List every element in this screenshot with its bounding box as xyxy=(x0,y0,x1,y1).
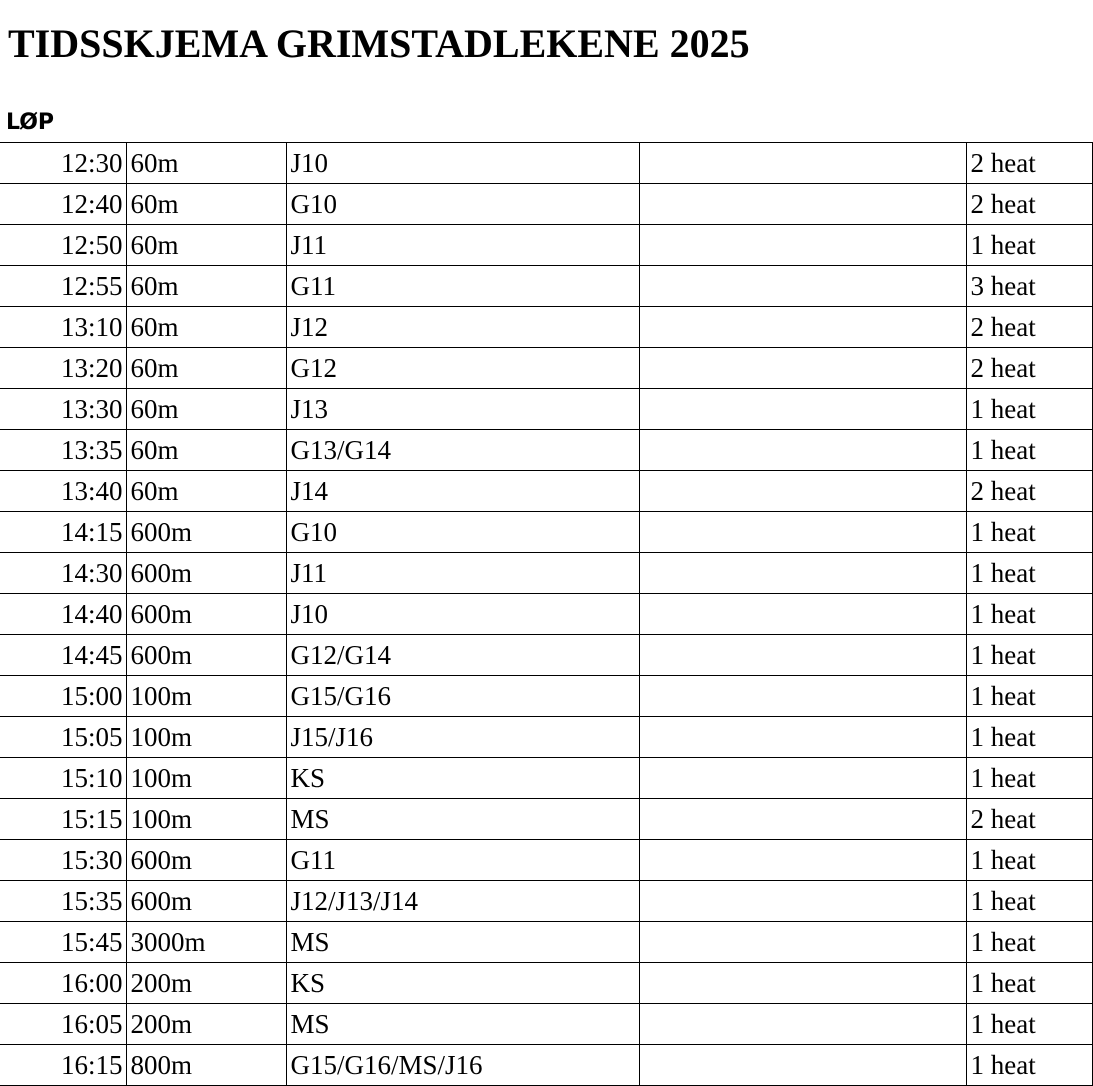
note-cell xyxy=(639,266,966,307)
class-cell: G12 xyxy=(286,348,639,389)
table-row xyxy=(0,266,1092,307)
heats-cell: 1 heat xyxy=(966,758,1092,799)
class-cell: G10 xyxy=(286,184,639,225)
heats-cell: 2 heat xyxy=(966,143,1092,184)
class-cell: J12 xyxy=(286,307,639,348)
event-cell: 600m xyxy=(126,594,286,635)
note-cell xyxy=(639,512,966,553)
class-cell: J11 xyxy=(286,225,639,266)
class-cell: J14 xyxy=(286,471,639,512)
event-cell: 60m xyxy=(126,225,286,266)
table-row xyxy=(0,881,1092,922)
table-row xyxy=(0,471,1092,512)
note-cell xyxy=(639,307,966,348)
time-cell: 13:10 xyxy=(0,307,126,348)
note-cell xyxy=(639,553,966,594)
time-cell: 14:30 xyxy=(0,553,126,594)
table-row xyxy=(0,1004,1092,1045)
class-cell: KS xyxy=(286,963,639,1004)
time-cell: 16:15 xyxy=(0,1045,126,1086)
event-cell: 60m xyxy=(126,307,286,348)
heats-cell: 1 heat xyxy=(966,594,1092,635)
schedule-table xyxy=(0,142,1093,1086)
heats-cell: 1 heat xyxy=(966,922,1092,963)
time-cell: 15:35 xyxy=(0,881,126,922)
note-cell xyxy=(639,225,966,266)
time-cell: 15:00 xyxy=(0,676,126,717)
note-cell xyxy=(639,635,966,676)
note-cell xyxy=(639,799,966,840)
event-cell: 600m xyxy=(126,840,286,881)
note-cell xyxy=(639,184,966,225)
note-cell xyxy=(639,963,966,1004)
table-row xyxy=(0,717,1092,758)
note-cell xyxy=(639,676,966,717)
time-cell: 12:30 xyxy=(0,143,126,184)
time-cell: 12:40 xyxy=(0,184,126,225)
time-cell: 13:20 xyxy=(0,348,126,389)
note-cell xyxy=(639,143,966,184)
table-row xyxy=(0,594,1092,635)
note-cell xyxy=(639,840,966,881)
time-cell: 15:05 xyxy=(0,717,126,758)
table-row xyxy=(0,512,1092,553)
event-cell: 200m xyxy=(126,1004,286,1045)
event-cell: 60m xyxy=(126,143,286,184)
event-cell: 60m xyxy=(126,389,286,430)
note-cell xyxy=(639,1045,966,1086)
class-cell: G10 xyxy=(286,512,639,553)
table-row xyxy=(0,635,1092,676)
time-cell: 16:05 xyxy=(0,1004,126,1045)
event-cell: 60m xyxy=(126,471,286,512)
heats-cell: 1 heat xyxy=(966,676,1092,717)
heats-cell: 3 heat xyxy=(966,266,1092,307)
note-cell xyxy=(639,348,966,389)
note-cell xyxy=(639,471,966,512)
note-cell xyxy=(639,389,966,430)
heats-cell: 1 heat xyxy=(966,881,1092,922)
table-row xyxy=(0,840,1092,881)
time-cell: 13:30 xyxy=(0,389,126,430)
time-cell: 14:45 xyxy=(0,635,126,676)
table-row xyxy=(0,553,1092,594)
heats-cell: 1 heat xyxy=(966,225,1092,266)
table-row xyxy=(0,963,1092,1004)
event-cell: 100m xyxy=(126,758,286,799)
table-row xyxy=(0,143,1092,184)
heats-cell: 2 heat xyxy=(966,799,1092,840)
class-cell: G13/G14 xyxy=(286,430,639,471)
table-row xyxy=(0,430,1092,471)
event-cell: 60m xyxy=(126,430,286,471)
table-row xyxy=(0,389,1092,430)
table-row xyxy=(0,922,1092,963)
event-cell: 60m xyxy=(126,266,286,307)
event-cell: 100m xyxy=(126,799,286,840)
page-title: TIDSSKJEMA GRIMSTADLEKENE 2025 xyxy=(8,21,750,66)
class-cell: J12/J13/J14 xyxy=(286,881,639,922)
table-row xyxy=(0,348,1092,389)
heats-cell: 2 heat xyxy=(966,184,1092,225)
time-cell: 15:30 xyxy=(0,840,126,881)
class-cell: J15/J16 xyxy=(286,717,639,758)
class-cell: MS xyxy=(286,922,639,963)
note-cell xyxy=(639,881,966,922)
event-cell: 100m xyxy=(126,717,286,758)
note-cell xyxy=(639,922,966,963)
note-cell xyxy=(639,758,966,799)
heats-cell: 2 heat xyxy=(966,471,1092,512)
time-cell: 15:45 xyxy=(0,922,126,963)
time-cell: 12:55 xyxy=(0,266,126,307)
time-cell: 13:35 xyxy=(0,430,126,471)
heats-cell: 1 heat xyxy=(966,430,1092,471)
table-row xyxy=(0,184,1092,225)
event-cell: 200m xyxy=(126,963,286,1004)
table-row xyxy=(0,225,1092,266)
event-cell: 600m xyxy=(126,635,286,676)
class-cell: J11 xyxy=(286,553,639,594)
event-cell: 800m xyxy=(126,1045,286,1086)
schedule-body xyxy=(0,143,1092,1086)
heats-cell: 1 heat xyxy=(966,1045,1092,1086)
note-cell xyxy=(639,594,966,635)
note-cell xyxy=(639,430,966,471)
class-cell: J10 xyxy=(286,594,639,635)
time-cell: 12:50 xyxy=(0,225,126,266)
class-cell: G11 xyxy=(286,840,639,881)
class-cell: J13 xyxy=(286,389,639,430)
heats-cell: 2 heat xyxy=(966,348,1092,389)
class-cell: G11 xyxy=(286,266,639,307)
time-cell: 15:15 xyxy=(0,799,126,840)
class-cell: J10 xyxy=(286,143,639,184)
event-cell: 100m xyxy=(126,676,286,717)
heats-cell: 1 heat xyxy=(966,512,1092,553)
heats-cell: 1 heat xyxy=(966,553,1092,594)
event-cell: 600m xyxy=(126,553,286,594)
heats-cell: 2 heat xyxy=(966,307,1092,348)
heats-cell: 1 heat xyxy=(966,963,1092,1004)
event-cell: 60m xyxy=(126,184,286,225)
time-cell: 16:00 xyxy=(0,963,126,1004)
time-cell: 14:15 xyxy=(0,512,126,553)
time-cell: 15:10 xyxy=(0,758,126,799)
heats-cell: 1 heat xyxy=(966,840,1092,881)
table-row xyxy=(0,758,1092,799)
class-cell: MS xyxy=(286,799,639,840)
time-cell: 13:40 xyxy=(0,471,126,512)
time-cell: 14:40 xyxy=(0,594,126,635)
event-cell: 3000m xyxy=(126,922,286,963)
table-row xyxy=(0,799,1092,840)
class-cell: MS xyxy=(286,1004,639,1045)
class-cell: G12/G14 xyxy=(286,635,639,676)
section-heading: LØP xyxy=(6,110,55,135)
heats-cell: 1 heat xyxy=(966,717,1092,758)
heats-cell: 1 heat xyxy=(966,389,1092,430)
table-row xyxy=(0,1045,1092,1086)
class-cell: G15/G16 xyxy=(286,676,639,717)
heats-cell: 1 heat xyxy=(966,635,1092,676)
table-row xyxy=(0,307,1092,348)
event-cell: 600m xyxy=(126,881,286,922)
table-row xyxy=(0,676,1092,717)
note-cell xyxy=(639,717,966,758)
class-cell: KS xyxy=(286,758,639,799)
class-cell: G15/G16/MS/J16 xyxy=(286,1045,639,1086)
note-cell xyxy=(639,1004,966,1045)
event-cell: 600m xyxy=(126,512,286,553)
event-cell: 60m xyxy=(126,348,286,389)
heats-cell: 1 heat xyxy=(966,1004,1092,1045)
